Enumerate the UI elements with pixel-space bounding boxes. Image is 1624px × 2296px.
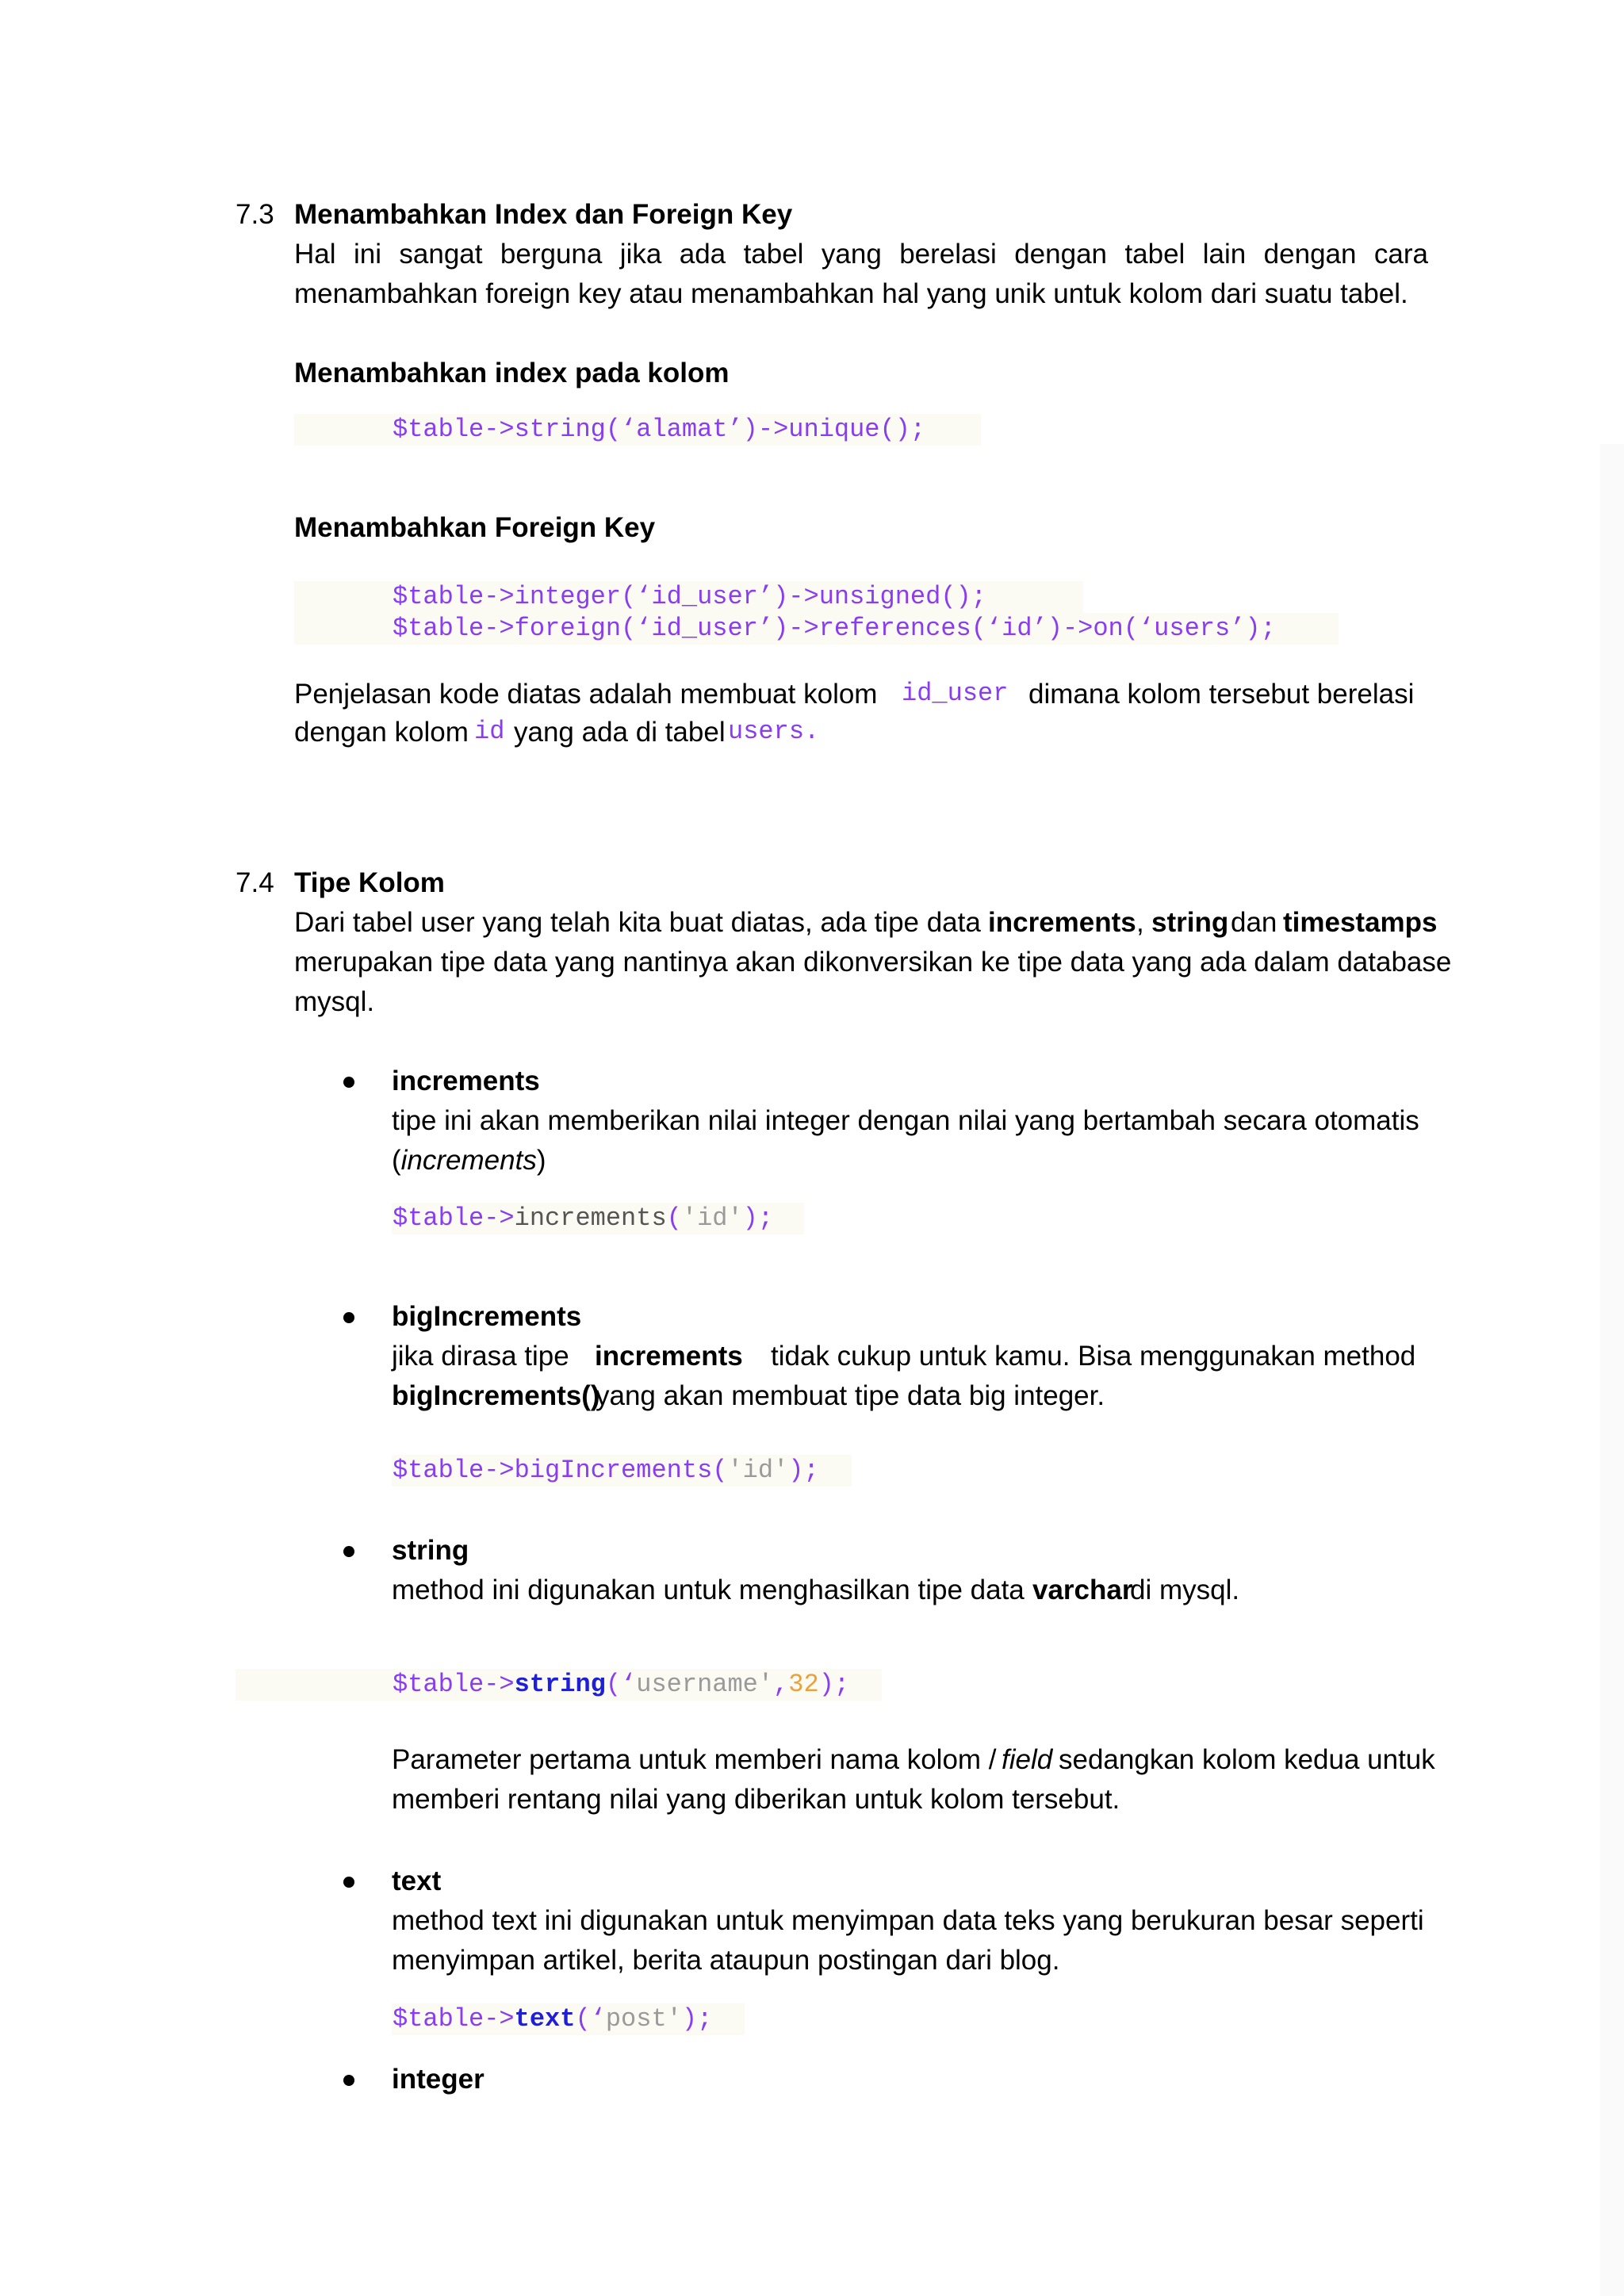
item-title: bigIncrements [392,1301,582,1332]
paragraph-text: dan [1231,907,1277,938]
item-desc-italic: field [1002,1744,1053,1775]
bullet-icon [343,1877,354,1888]
paragraph-text: Dari tabel user yang telah kita buat diatas, ada tipe data [294,907,981,938]
item-desc-bold: varchar [1032,1575,1133,1605]
code-line: $table->foreign(‘id_user’)->references(‘id’)->on(‘users’); [393,614,1276,643]
explain-text: Penjelasan kode diatas adalah membuat kolom [294,679,878,710]
item-title: increments [392,1066,540,1096]
bullet-icon [343,2075,354,2086]
explain-text: dimana kolom tersebut berelasi [1028,679,1415,710]
section-title: Tipe Kolom [294,867,445,898]
section-title: Menambahkan Index dan Foreign Key [294,199,793,230]
code-line: $table->string(‘username',32); [393,1670,850,1699]
item-desc: Parameter pertama untuk memberi nama kolom / [392,1744,997,1775]
item-desc-bold: increments [595,1341,743,1372]
inline-code: users. [728,717,820,746]
item-desc: method text ini digunakan untuk menyimpan data teks yang berukuran besar seperti [392,1905,1424,1936]
paragraph-text: , [1136,907,1144,938]
code-line: $table->string(‘alamat’)->unique(); [393,415,926,444]
paragraph-line: menambahkan foreign key atau menambahkan hal yang unik untuk kolom dari suatu tabel. [294,278,1408,309]
inline-code: id [474,717,505,746]
code-line: $table->increments('id'); [393,1203,774,1233]
item-title: string [392,1535,469,1566]
item-desc: (increments) [392,1145,546,1176]
subsection-title: Menambahkan Foreign Key [294,512,656,543]
paragraph-bold: increments [988,907,1136,938]
paragraph-line: Hal ini sangat berguna jika ada tabel yang berelasi dengan tabel lain dengan cara [294,239,1428,270]
paragraph-line: mysql. [294,986,375,1017]
bullet-icon [343,1546,354,1557]
item-desc: di mysql. [1130,1575,1240,1605]
code-line: $table->text(‘post'); [393,2004,713,2034]
paragraph-bold: timestamps [1283,907,1438,938]
bullet-icon [343,1077,354,1088]
page-edge-shadow [1600,444,1624,2296]
item-desc: yang akan membuat tipe data big integer. [596,1380,1105,1411]
paragraph-line: merupakan tipe data yang nantinya akan dikonversikan ke tipe data yang ada dalam database [294,947,1452,978]
paragraph-bold: string [1151,907,1229,938]
section-number: 7.4 [236,867,274,898]
item-desc-bold: bigIncrements() [392,1380,600,1411]
item-desc: menyimpan artikel, berita ataupun postingan dari blog. [392,1945,1060,1976]
code-line: $table->integer(‘id_user’)->unsigned(); [393,582,986,611]
item-desc: tidak cukup untuk kamu. Bisa menggunakan method [771,1341,1416,1372]
inline-code: id_user [902,679,1009,708]
item-desc: method ini digunakan untuk menghasilkan tipe data [392,1575,1025,1605]
item-desc: jika dirasa tipe [392,1341,569,1372]
item-desc: sedangkan kolom kedua untuk [1059,1744,1435,1775]
item-title: text [392,1866,442,1896]
subsection-title: Menambahkan index pada kolom [294,358,730,388]
explain-text: yang ada di tabel [514,717,726,748]
code-line: $table->bigIncrements('id'); [393,1456,819,1485]
item-title: integer [392,2064,485,2095]
item-desc: tipe ini akan memberikan nilai integer dengan nilai yang bertambah secara otomatis [392,1105,1419,1136]
bullet-icon [343,1312,354,1323]
section-number: 7.3 [236,199,274,230]
explain-text: dengan kolom [294,717,469,748]
item-desc: memberi rentang nilai yang diberikan untuk kolom tersebut. [392,1784,1120,1815]
